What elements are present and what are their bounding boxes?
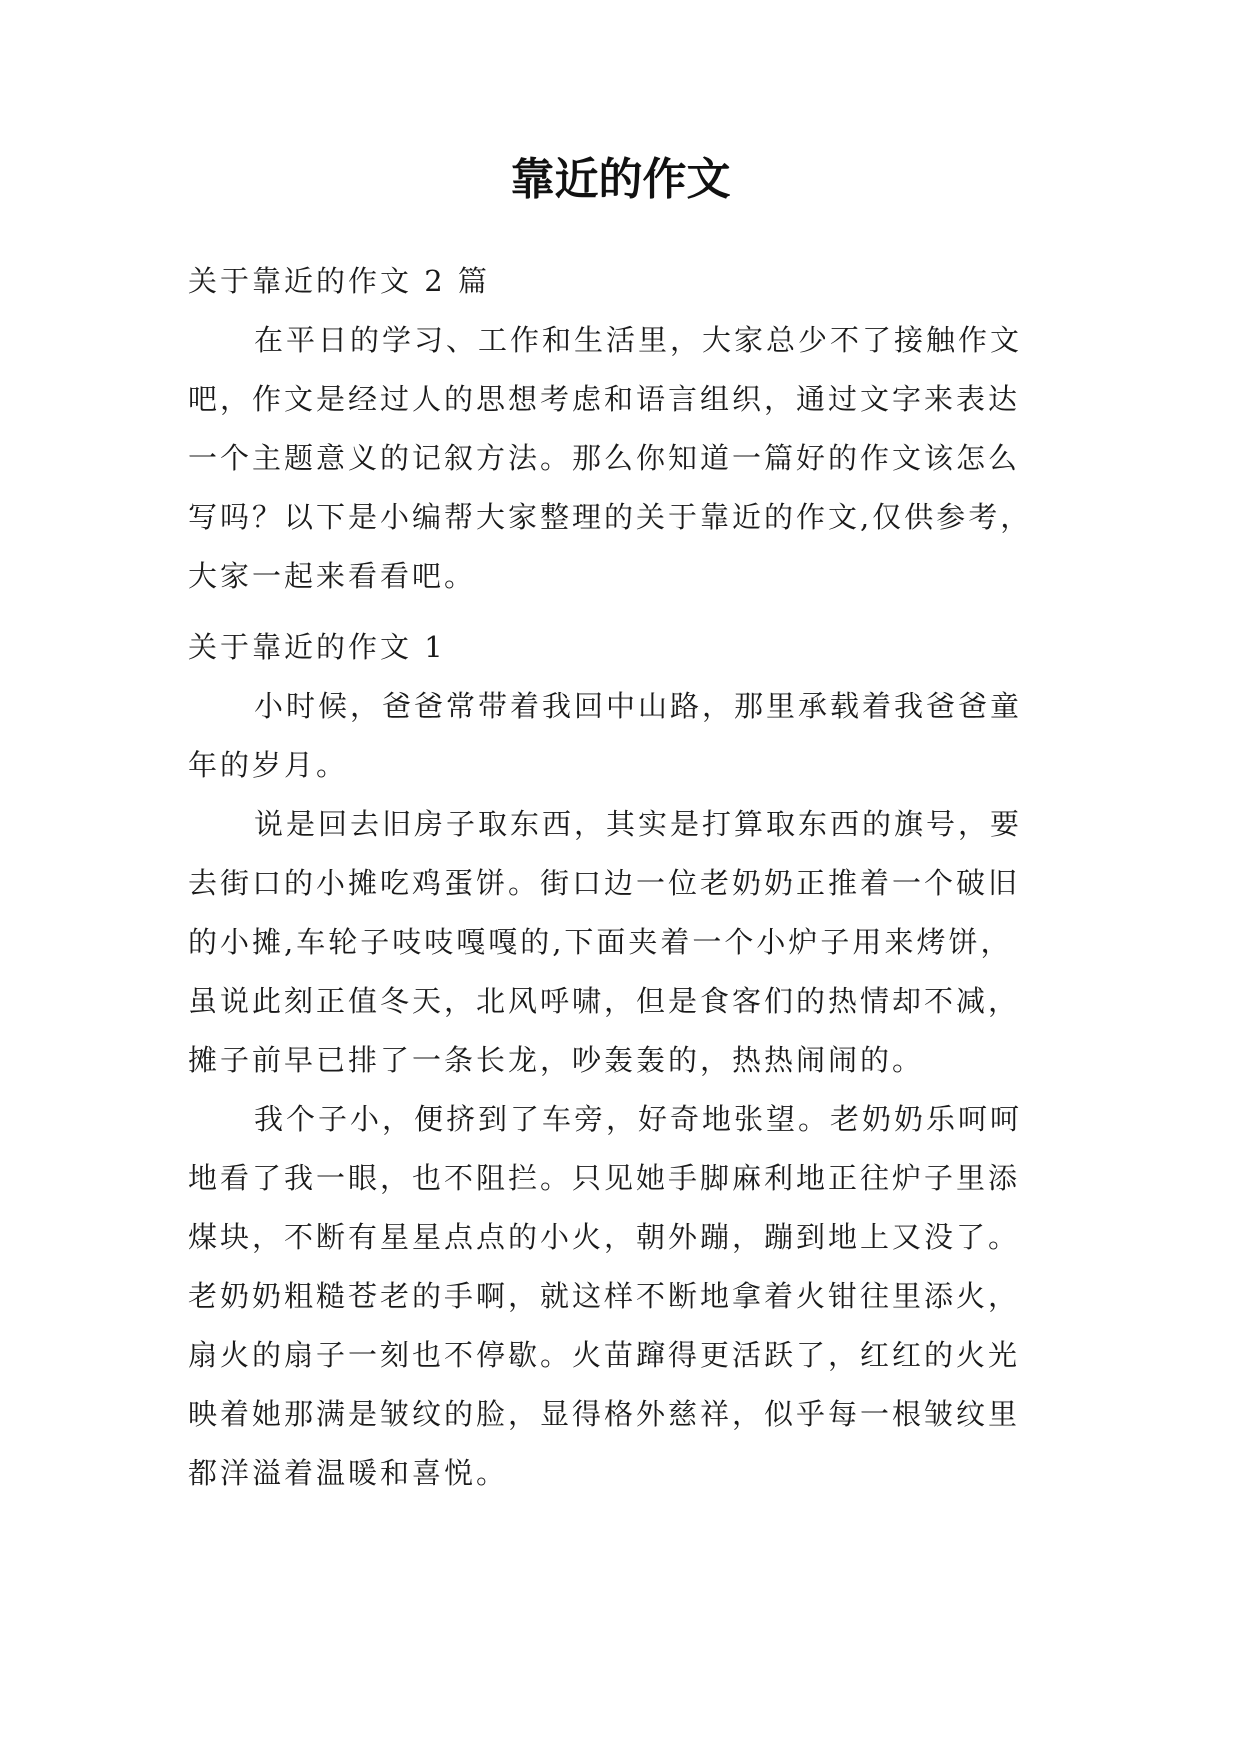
paragraph-line: 煤块，不断有星星点点的小火，朝外蹦，蹦到地上又没了。 bbox=[188, 1220, 1021, 1254]
paragraph-line: 小时候，爸爸常带着我回中山路，那里承载着我爸爸童 bbox=[254, 689, 1023, 723]
intro-heading: 关于靠近的作文 2 篇 bbox=[188, 264, 490, 298]
essay-section bbox=[188, 618, 1088, 1503]
paragraph-line: 一个主题意义的记叙方法。那么你知道一篇好的作文该怎么 bbox=[188, 441, 1021, 475]
paragraph-line: 扇火的扇子一刻也不停歇。火苗蹿得更活跃了，红红的火光 bbox=[188, 1338, 1021, 1372]
paragraph-line: 写吗？以下是小编帮大家整理的关于靠近的作文,仅供参考， bbox=[188, 500, 1033, 534]
essay-heading: 关于靠近的作文 1 bbox=[188, 630, 446, 664]
document-title: 靠近的作文 bbox=[510, 154, 731, 205]
paragraph-line: 在平日的学习、工作和生活里，大家总少不了接触作文 bbox=[254, 323, 1023, 357]
paragraph-line: 老奶奶粗糙苍老的手啊，就这样不断地拿着火钳往里添火， bbox=[188, 1279, 1021, 1313]
paragraph-line: 说是回去旧房子取东西，其实是打算取东西的旗号，要 bbox=[254, 807, 1023, 841]
paragraph-line: 我个子小，便挤到了车旁，好奇地张望。老奶奶乐呵呵 bbox=[254, 1102, 1023, 1136]
intro-section bbox=[188, 252, 1088, 606]
paragraph-line: 的小摊,车轮子吱吱嘎嘎的,下面夹着一个小炉子用来烤饼， bbox=[188, 925, 1013, 959]
paragraph-line: 地看了我一眼，也不阻拦。只见她手脚麻利地正往炉子里添 bbox=[188, 1161, 1021, 1195]
paragraph-line: 年的岁月。 bbox=[188, 748, 349, 782]
paragraph-line: 吧，作文是经过人的思想考虑和语言组织，通过文字来表达 bbox=[188, 382, 1021, 416]
paragraph-line: 映着她那满是皱纹的脸，显得格外慈祥，似乎每一根皱纹里 bbox=[188, 1397, 1021, 1431]
paragraph-line: 都洋溢着温暖和喜悦。 bbox=[188, 1456, 509, 1490]
paragraph-line: 大家一起来看看吧。 bbox=[188, 559, 477, 593]
paragraph-line: 摊子前早已排了一条长龙，吵轰轰的，热热闹闹的。 bbox=[188, 1043, 925, 1077]
paragraph-line: 虽说此刻正值冬天，北风呼啸，但是食客们的热情却不减， bbox=[188, 984, 1021, 1018]
paragraph-line: 去街口的小摊吃鸡蛋饼。街口边一位老奶奶正推着一个破旧 bbox=[188, 866, 1021, 900]
